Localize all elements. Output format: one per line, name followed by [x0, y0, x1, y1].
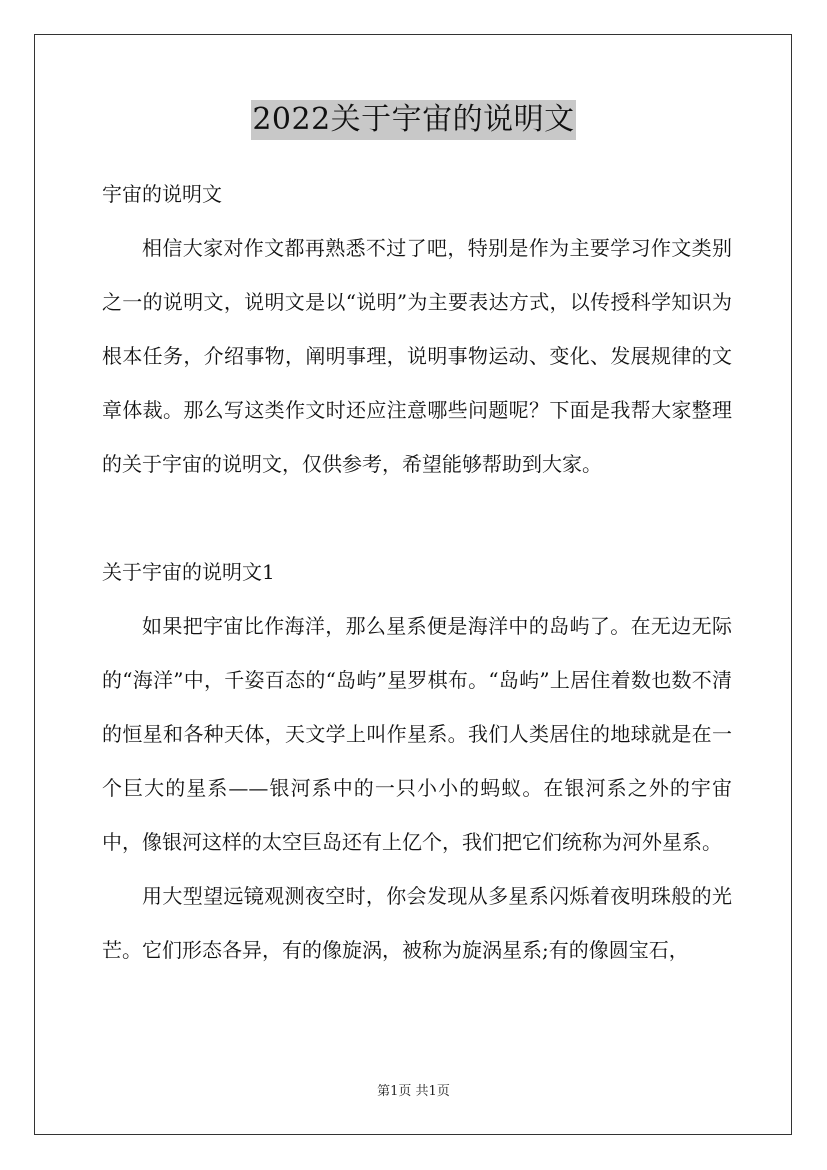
section1-paragraph-1: 如果把宇宙比作海洋，那么星系便是海洋中的岛屿了。在无边无际的“海洋”中，千姿百态的“岛屿”星罗棋布。“岛屿”上居住着数也数不清的恒星和各种天体，天文学上叫作星系。我们人类居住的地球就是在一个巨大的星系——银河系中的一只小小的蚂蚁。在银河系之外的宇宙中，像银河这样的太空巨岛还有上亿个，我们把它们统称为河外星系。 [102, 614, 732, 854]
document-body [102, 167, 732, 977]
section-spacer [102, 491, 732, 545]
title-container [0, 100, 827, 140]
section1-paragraph-2: 用大型望远镜观测夜空时，你会发现从多星系闪烁着夜明珠般的光芒。它们形态各异，有的像旋涡，被称为旋涡星系;有的像圆宝石， [102, 884, 732, 962]
intro-heading: 宇宙的说明文 [102, 182, 222, 206]
intro-paragraph: 相信大家对作文都再熟悉不过了吧，特别是作为主要学习作文类别之一的说明文，说明文是以“说明”为主要表达方式，以传授科学知识为根本任务，介绍事物，阐明事理，说明事物运动、变化、发展规律的文章体裁。那么写这类作文时还应注意哪些问题呢？下面是我帮大家整理的关于宇宙的说明文，仅供参考，希望能够帮助到大家。 [102, 236, 732, 476]
document-title: 2022关于宇宙的说明文 [251, 100, 575, 140]
section1-heading: 关于宇宙的说明文1 [102, 560, 275, 584]
page-footer: 第1页 共1页 [377, 1084, 450, 1099]
